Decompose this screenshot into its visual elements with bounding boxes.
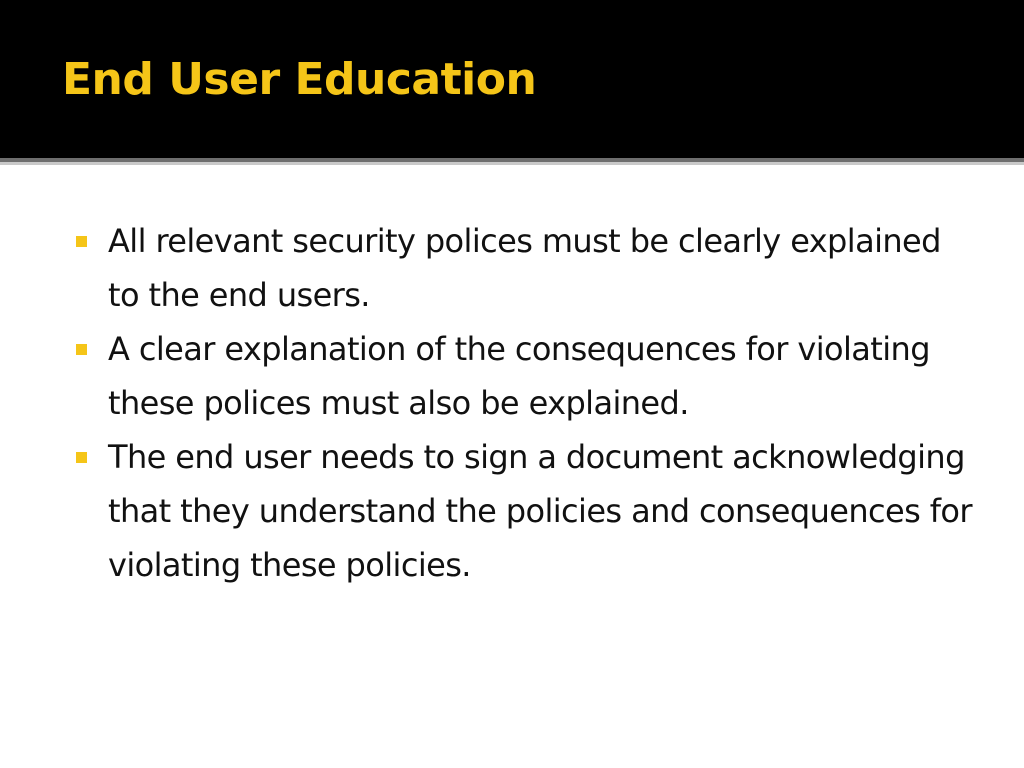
bullet-item <box>76 430 976 592</box>
title-divider-highlight <box>0 162 1024 165</box>
bullet-item <box>76 214 976 322</box>
bullet-text: The end user needs to sign a document acknowledging that they understand the policies and consequences for violating these policies. <box>108 438 972 584</box>
bullet-item <box>76 322 976 430</box>
title-band <box>0 0 1024 158</box>
square-bullet-icon <box>76 452 87 463</box>
square-bullet-icon <box>76 236 87 247</box>
square-bullet-icon <box>76 344 87 355</box>
slide-title: End User Education <box>62 54 537 105</box>
bullet-text: All relevant security polices must be clearly explained to the end users. <box>108 222 941 314</box>
bullet-list <box>76 214 976 592</box>
bullet-text: A clear explanation of the consequences for violating these polices must also be explained. <box>108 330 930 422</box>
